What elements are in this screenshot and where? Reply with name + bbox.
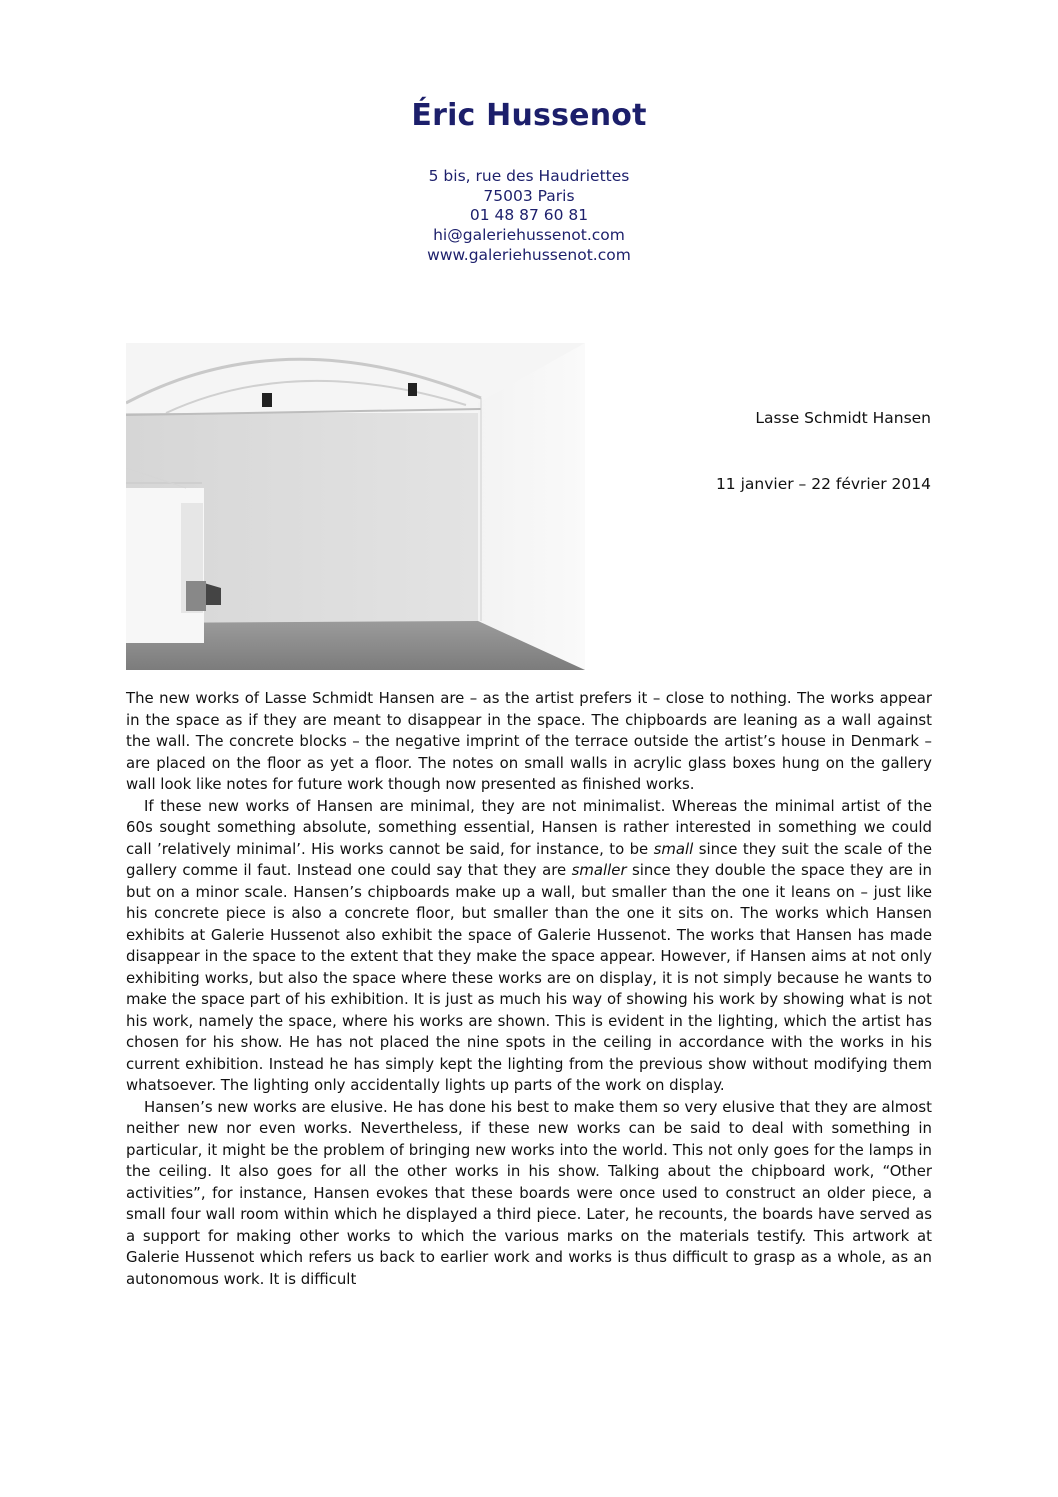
gallery-photo — [126, 343, 585, 670]
paragraph-1: The new works of Lasse Schmidt Hansen are – as the artist prefers it – close to nothing. The works appear in the space as if they are meant to disappear in the space. The chipboards are leaning as a wall against the wall. The concrete blocks – the negative imprint of the terrace outside the artist’s house in Denmark – are placed on the floor as yet a floor. The notes on small walls in acrylic glass boxes hung on the gallery wall look like notes for future work though now presented as finished works. — [126, 689, 932, 793]
gallery-address — [0, 167, 1058, 266]
address-website[interactable]: www.galeriehussenot.com — [427, 245, 631, 264]
paragraph-2-part-b: since they suit the scale of the gallery comme il faut. Instead one could say that they are — [126, 839, 932, 879]
exhibition-info — [716, 407, 931, 495]
paragraph-2 — [126, 796, 932, 1097]
emphasis-small: small — [653, 839, 694, 858]
address-email[interactable]: hi@galeriehussenot.com — [433, 226, 625, 245]
press-text — [126, 688, 932, 1290]
address-city: 75003 Paris — [483, 186, 575, 205]
address-phone: 01 48 87 60 81 — [469, 206, 589, 225]
emphasis-smaller: smaller — [571, 861, 627, 879]
paragraph-3: Hansen’s new works are elusive. He has done his best to make them so very elusive that they are almost neither new nor even works. Nevertheless, if these new works can be said to deal with something in particular, it might be the problem of bringing new works into the world. This not only goes for the lamps in the ceiling. It also goes for all the other works in his show. Talking about the chipboard work, “Other activities”, for instance, Hansen evokes that these boards were once used to construct an older piece, a small four wall room within which he displayed a third piece. Later, he recounts, the boards have served as a support for making other works to which the various marks on the materials testify. This artwork at Galerie Hussenot which refers us back to earlier work and works is thus difficult to grasp as a whole, as an autonomous work. It is difficult — [126, 1097, 932, 1288]
paragraph-2-part-c: since they double the space they are in but on a minor scale. Hansen’s chipboards make up a wall, but smaller than the one it leans on – just like his concrete piece is also a concrete floor, but smaller than the one it sits on. The works which Hansen exhibits at Galerie Hussenot also exhibit the space of Galerie Hussenot. The works that Hansen has made disappear in the space to the extent that they make the space appear. However, if Hansen aims at not only exhibiting works, but also the space where these works are on display, it is not simply because he wants to make the space part of his exhibition. It is just as much his way of showing his work by showing what is not his work, namely the space, where his works are shown. This is evident in the lighting, which the artist has chosen for his show. He has not placed the nine spots in the ceiling in accordance with the works in his current exhibition. Instead he has simply kept the lighting from the previous show without modifying them whatsoever. The lighting only accidentally lights up parts of the work on display. — [126, 861, 932, 1094]
address-street: 5 bis, rue des Haudriettes — [428, 167, 630, 185]
exhibition-dates: 11 janvier – 22 février 2014 — [715, 475, 931, 493]
paragraph-2-part-a: If these new works of Hansen are minimal, they are not minimalist. Whereas the minimal artist of the 60s sought something absolute, something essential, Hansen is rather interested in something we could call ’relatively minimal’. His works cannot be said, for instance, to be — [126, 796, 932, 858]
artist-name: Lasse Schmidt Hansen — [755, 409, 931, 427]
letterhead — [0, 94, 1058, 266]
gallery-name: Éric Hussenot — [411, 98, 647, 133]
